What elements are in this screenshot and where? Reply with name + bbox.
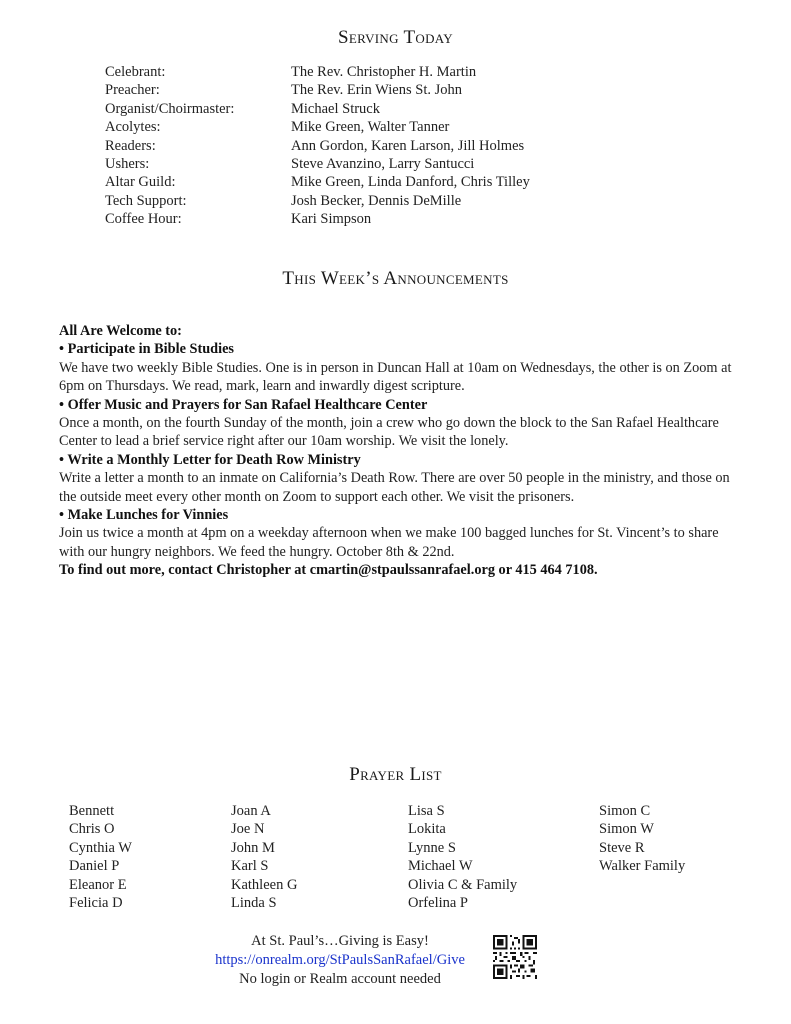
prayer-list-item: Steve R — [599, 839, 645, 856]
announcements-heading: This Week’s Announcements — [282, 268, 509, 289]
serving-names: Steve Avanzino, Larry Santucci — [291, 156, 475, 173]
prayer-list-item: Karl S — [231, 858, 269, 875]
giving-note: No login or Realm account needed — [239, 971, 441, 987]
serving-row — [105, 100, 530, 118]
serving-row — [105, 118, 530, 136]
serving-names: Mike Green, Linda Danford, Chris Tilley — [291, 174, 530, 191]
serving-row — [105, 137, 530, 155]
prayer-list-item: Kathleen G — [231, 876, 298, 893]
serving-names: Mike Green, Walter Tanner — [291, 119, 450, 136]
serving-role: Coffee Hour: — [105, 211, 182, 228]
giving-link[interactable]: https://onrealm.org/StPaulsSanRafael/Give — [215, 952, 465, 968]
prayer-list-item: Linda S — [231, 895, 277, 912]
giving-tagline: At St. Paul’s…Giving is Easy! — [251, 933, 429, 949]
prayer-list-item: Walker Family — [599, 858, 686, 875]
announcements-section — [59, 322, 739, 580]
serving-role: Organist/Choirmaster: — [105, 100, 235, 117]
prayer-list-column — [408, 802, 517, 912]
prayer-list-item: Chris O — [69, 821, 115, 838]
announcements-contact: To find out more, contact Christopher at cmartin@stpaulssanrafael.org or 415 464 7108. — [59, 562, 598, 579]
prayer-list-item: Felicia D — [69, 895, 123, 912]
prayer-list-item: Lisa S — [408, 803, 445, 819]
prayer-list-item: Bennett — [69, 803, 115, 819]
serving-names: Josh Becker, Dennis DeMille — [291, 192, 462, 209]
serving-row — [105, 192, 530, 210]
giving-section — [190, 932, 490, 989]
announcement-title: • Offer Music and Prayers for San Rafael Healthcare Center — [59, 396, 428, 413]
serving-role: Altar Guild: — [105, 174, 176, 191]
prayer-list-item: Michael W — [408, 858, 473, 875]
prayer-list-column — [69, 802, 132, 912]
serving-role: Ushers: — [105, 156, 150, 173]
prayer-list-item: Orfelina P — [408, 895, 468, 912]
prayer-list-item: Olivia C & Family — [408, 876, 518, 893]
prayer-list-item: Joe N — [231, 821, 265, 838]
prayer-list-item: Daniel P — [69, 858, 120, 875]
serving-role: Preacher: — [105, 82, 160, 99]
prayer-list-heading: Prayer List — [349, 764, 442, 785]
serving-names: Ann Gordon, Karen Larson, Jill Holmes — [291, 137, 525, 154]
prayer-list-item: Lynne S — [408, 839, 456, 856]
prayer-list-item: Cynthia W — [69, 839, 132, 856]
announcement-body: We have two weekly Bible Studies. One is in person in Duncan Hall at 10am on Wednesdays, the other is on Zoom at 6pm on Thursdays. We read, mark, learn and inwardly digest scripture. — [59, 359, 732, 395]
serving-names: Michael Struck — [291, 100, 380, 117]
announcement-body: Once a month, on the fourth Sunday of the month, join a crew who go down the block to the San Rafael Healthcare Center to lead a brief service right after our 10am worship. We visit the lonely. — [59, 415, 719, 450]
serving-role: Celebrant: — [105, 64, 166, 80]
prayer-list-item: Joan A — [231, 803, 271, 819]
serving-role: Readers: — [105, 137, 156, 154]
serving-role: Acolytes: — [105, 119, 161, 136]
serving-names: Kari Simpson — [291, 211, 372, 228]
prayer-list-item: John M — [231, 839, 275, 856]
prayer-list-column — [599, 802, 685, 876]
announcements-intro: All Are Welcome to: — [59, 323, 182, 339]
serving-role: Tech Support: — [105, 192, 187, 209]
serving-names: The Rev. Christopher H. Martin — [291, 64, 477, 80]
announcement-body: Join us twice a month at 4pm on a weekday afternoon when we make 100 bagged lunches for St. Vincent’s to share with our hungry neighbors. We feed the hungry. October 8th & 22nd. — [59, 525, 719, 560]
prayer-list-column — [231, 802, 297, 912]
announcement-title: • Write a Monthly Letter for Death Row Ministry — [59, 451, 361, 468]
prayer-list-item: Simon W — [599, 821, 654, 838]
announcement-title: • Participate in Bible Studies — [59, 341, 234, 358]
announcement-body: Write a letter a month to an inmate on California’s Death Row. There are over 50 people in the ministry, and those on the outside meet every other month on Zoom to support each other. We visit the prisoners. — [59, 470, 730, 505]
serving-row — [105, 210, 530, 228]
serving-names: The Rev. Erin Wiens St. John — [291, 82, 462, 99]
serving-row — [105, 81, 530, 99]
announcement-title: • Make Lunches for Vinnies — [59, 507, 229, 524]
prayer-list-item: Lokita — [408, 821, 446, 838]
qr-code-icon[interactable] — [493, 935, 537, 979]
serving-today-heading: Serving Today — [338, 27, 453, 48]
serving-row — [105, 173, 530, 191]
prayer-list-item: Simon C — [599, 803, 651, 819]
prayer-list-item: Eleanor E — [69, 876, 127, 893]
serving-row — [105, 155, 530, 173]
serving-table — [105, 63, 530, 229]
serving-row — [105, 63, 530, 81]
